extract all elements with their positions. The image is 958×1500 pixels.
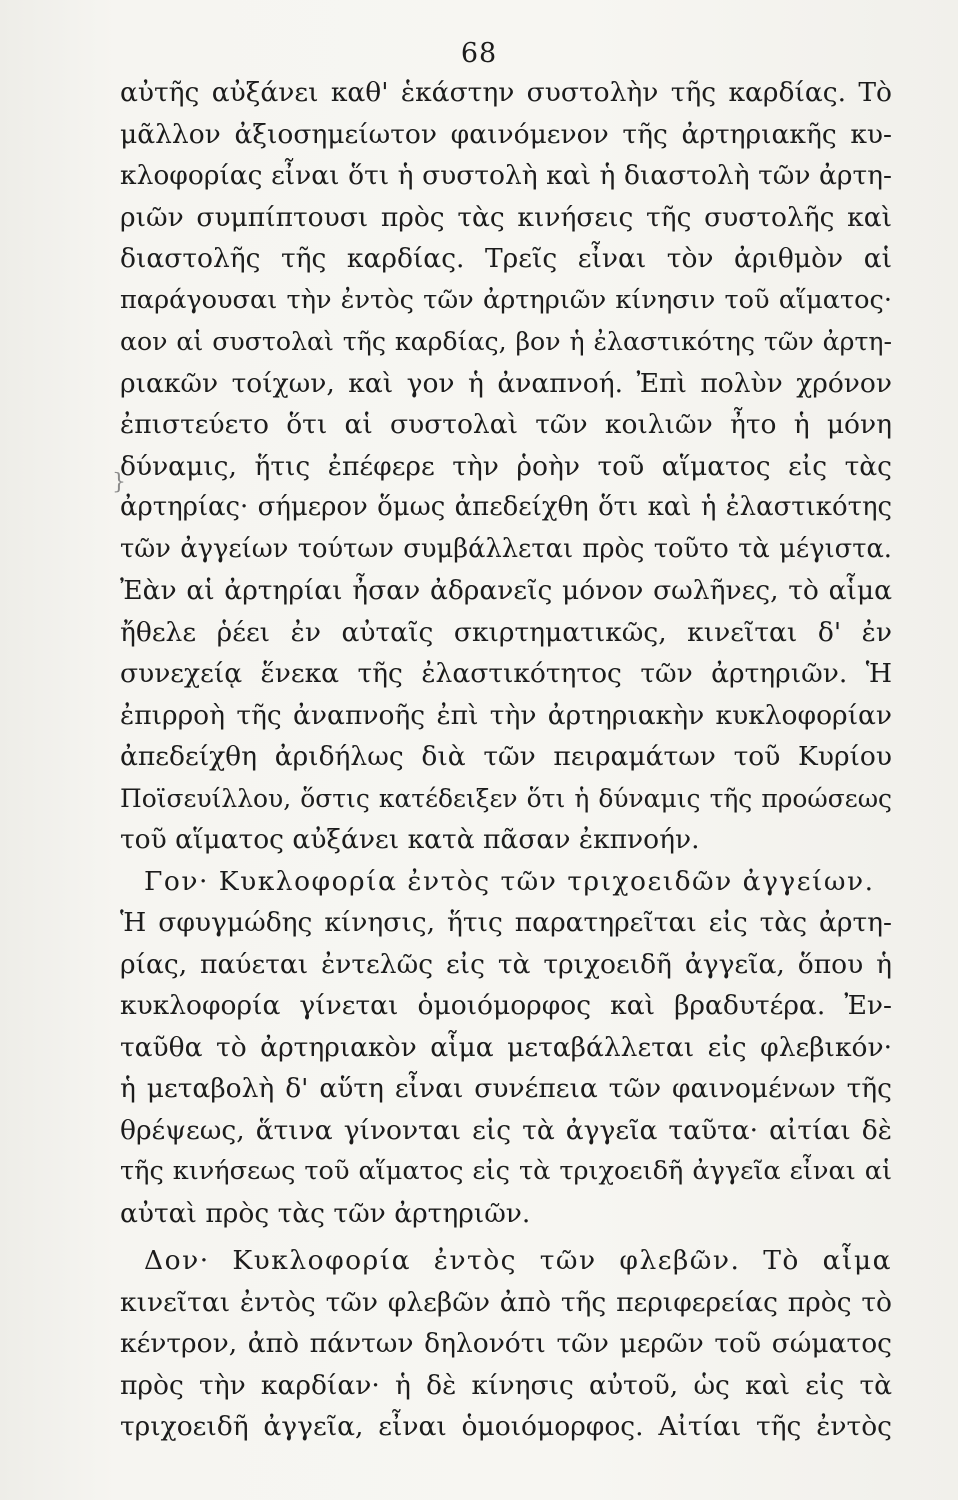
- text-line: ἐπιστεύετο ὅτι αἱ συστολαὶ τῶν κοιλιῶν ἦτο ἡ μόνη: [120, 409, 892, 440]
- text-line: τῆς κινήσεως τοῦ αἵματος εἰς τὰ τριχοειδῆ ἀγγεῖα εἶναι αἱ: [120, 1156, 892, 1186]
- text-line: τοῦ αἵματος αὐξάνει κατὰ πᾶσαν ἐκπνοήν.: [120, 824, 700, 855]
- text-line: ριῶν συμπίπτουσι πρὸς τὰς κινήσεις τῆς συστολῆς καὶ: [120, 201, 892, 233]
- text-line: μᾶλλον ἀξιοσημείωτον φαινόμενον τῆς ἀρτηριακῆς κυ-: [120, 118, 892, 150]
- text-line: ἡ μεταβολὴ δ' αὕτη εἶναι συνέπεια τῶν φαινομένων τῆς: [120, 1073, 892, 1104]
- text-line: ρίας, παύεται ἐντελῶς εἰς τὰ τριχοειδῆ ἀγγεῖα, ὅπου ἡ: [120, 948, 892, 980]
- text-line: διαστολῆς τῆς καρδίας. Τρεῖς εἶναι τὸν ἀριθμὸν αἱ: [120, 243, 892, 274]
- text-line: συνεχείᾳ ἕνεκα τῆς ἐλαστικότητος τῶν ἀρτηριῶν. Ἡ: [120, 658, 892, 689]
- text-line: ἀπεδείχθη ἀριδήλως διὰ τῶν πειραμάτων τοῦ Κυρίου: [120, 741, 892, 772]
- text-line: αον αἱ συστολαὶ τῆς καρδίας, βον ἡ ἐλαστικότης τῶν ἀρτη-: [120, 327, 892, 356]
- text-line: Ποϊσευίλλου, ὅστις κατέδειξεν ὅτι ἡ δύναμις τῆς προώσεως: [120, 783, 892, 813]
- text-line: ἐπιρροὴ τῆς ἀναπνοῆς ἐπὶ τὴν ἀρτηριακὴν κυκλοφορίαν: [120, 699, 892, 731]
- text-line: θρέψεως, ἅτινα γίνονται εἰς τὰ ἀγγεῖα ταῦτα· αἰτίαι δὲ: [120, 1114, 892, 1146]
- text-line: κυκλοφορία γίνεται ὁμοιόμορφος καὶ βραδυτέρα. Ἐν-: [120, 990, 892, 1021]
- text-line: Ἐὰν αἱ ἀρτηρίαι ἦσαν ἀδρανεῖς μόνον σωλῆνες, τὸ αἷμα: [120, 575, 892, 606]
- margin-mark: }: [112, 470, 126, 495]
- text-line: τριχοειδῆ ἀγγεῖα, εἶναι ὁμοιόμορφος. Αἰτίαι τῆς ἐντὸς: [120, 1411, 892, 1442]
- text-line: κέντρον, ἀπὸ πάντων δηλονότι τῶν μερῶν τοῦ σώματος: [120, 1328, 892, 1359]
- text-line: τῶν ἀγγείων τούτων συμβάλλεται πρὸς τοῦτο τὰ μέγιστα.: [120, 533, 892, 564]
- text-line: κλοφορίας εἶναι ὅτι ἡ συστολὴ καὶ ἡ διαστολὴ τῶν ἀρτη-: [120, 160, 892, 191]
- body-text: [120, 72, 892, 1448]
- text-line: ἀρτηρίας· σήμερον ὅμως ἀπεδείχθη ὅτι καὶ ἡ ἐλαστικότης: [120, 492, 892, 522]
- section-heading: Δον· Κυκλοφορία ἐντὸς τῶν φλεβῶν. Τὸ αἷμα: [144, 1245, 892, 1276]
- section-heading: Γον· Κυκλοφορία ἐντὸς τῶν τριχοειδῶν ἀγγείων.: [144, 865, 875, 897]
- text-line: αὐταὶ πρὸς τὰς τῶν ἀρτηριῶν.: [120, 1197, 531, 1229]
- text-line: Ἡ σφυγμώδης κίνησις, ἥτις παρατηρεῖται εἰς τὰς ἀρτη-: [120, 907, 892, 938]
- text-line: ταῦθα τὸ ἀρτηριακὸν αἷμα μεταβάλλεται εἰς φλεβικόν·: [120, 1031, 892, 1063]
- text-line: ἤθελε ῥέει ἐν αὐταῖς σκιρτηματικῶς, κινεῖται δ' ἐν: [120, 616, 892, 648]
- text-line: ριακῶν τοίχων, καὶ γον ἡ ἀναπνοή. Ἐπὶ πολὺν χρόνον: [120, 367, 892, 399]
- text-line: πρὸς τὴν καρδίαν· ἡ δὲ κίνησις αὐτοῦ, ὡς καὶ εἰς τὰ: [120, 1369, 892, 1401]
- text-line: κινεῖται ἐντὸς τῶν φλεβῶν ἀπὸ τῆς περιφερείας πρὸς τὸ: [120, 1286, 892, 1318]
- page-number: 68: [460, 38, 498, 69]
- text-line: αὐτῆς αὐξάνει καθ' ἑκάστην συστολὴν τῆς καρδίας. Τὸ: [120, 77, 892, 108]
- text-line: δύναμις, ἥτις ἐπέφερε τὴν ῥοὴν τοῦ αἵματος εἰς τὰς: [120, 450, 892, 482]
- text-line: παράγουσαι τὴν ἐντὸς τῶν ἀρτηριῶν κίνησιν τοῦ αἵματος·: [120, 284, 892, 315]
